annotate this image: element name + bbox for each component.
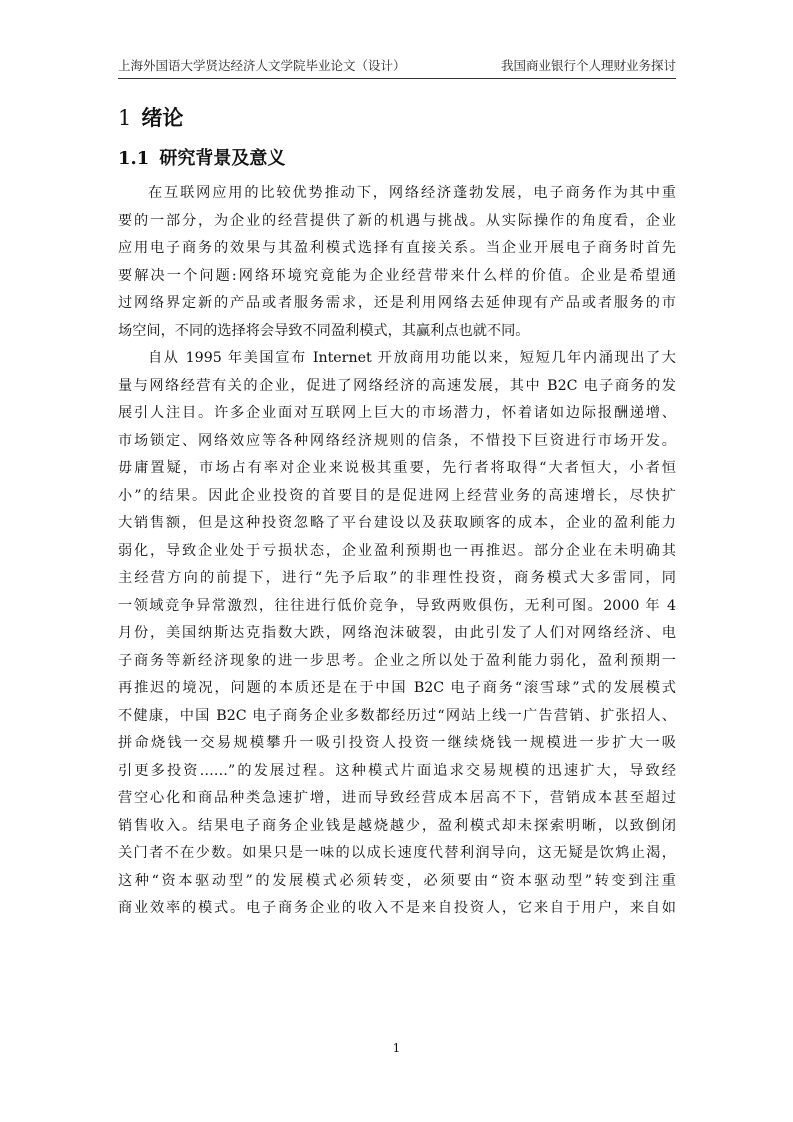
text-line: 在互联网应用的比较优势推动下，网络经济蓬勃发展，电子商务作为其中重 — [148, 185, 676, 201]
section-title-text: 研究背景及意义 — [159, 148, 286, 169]
text-line: 主经营方向的前提下，进行“先予后取”的非理性投资，商务模式大多雷同，同 — [118, 570, 676, 586]
paragraph-2 — [118, 345, 676, 923]
text-line: 拼命烧钱一交易规模攀升一吸引投资人投资一继续烧钱一规模进一步扩大一吸 — [118, 735, 676, 751]
text-line: 要解决一个问题:网络环境究竟能为企业经营带来什么样的价值。企业是希望通 — [118, 267, 676, 284]
text-line: 销售收入。结果电子商务企业钱是越烧越少，盈利模式却未探索明晰，以致倒闭 — [118, 817, 676, 834]
section-heading — [118, 146, 285, 172]
text-line: 展引人注目。许多企业面对互联网上巨大的市场潜力，怀着诸如边际报酬递增、 — [118, 405, 676, 421]
paragraph-1 — [118, 180, 676, 345]
text-line: 量与网络经营有关的企业，促进了网络经济的高速发展，其中 B2C 电子商务的发 — [118, 377, 676, 394]
text-line: 弱化，导致企业处于亏损状态，企业盈利预期也一再推迟。部分企业在未明确其 — [118, 542, 676, 559]
text-line: 月份，美国纳斯达克指数大跌，网络泡沫破裂，由此引发了人们对网络经济、电 — [118, 625, 676, 641]
chapter-heading — [118, 104, 183, 132]
text-line: 要的一部分，为企业的经营提供了新的机遇与挑战。从实际操作的角度看，企业 — [118, 212, 676, 229]
text-line: 大销售额，但是这种投资忽略了平台建设以及获取顾客的成本，企业的盈利能力 — [118, 515, 676, 531]
section-number: 1.1 — [118, 148, 150, 169]
text-line: 场空间，不同的选择将会导致不同盈利模式，其赢利点也就不同。 — [118, 322, 530, 339]
text-line: 这种“资本驱动型”的发展模式必须转变，必须要由“资本驱动型”转变到注重 — [118, 872, 676, 889]
text-line: 应用电子商务的效果与其盈利模式选择有直接关系。当企业开展电子商务时首先 — [118, 240, 676, 256]
header-divider — [118, 78, 676, 79]
text-line: 市场锁定、网络效应等各种网络经济规则的信条，不惜投下巨资进行市场开发。 — [118, 432, 676, 449]
body-text — [118, 180, 676, 923]
text-line: 商业效率的模式。电子商务企业的收入不是来自投资人，它来自于用户，来自如 — [118, 900, 676, 916]
page-number: 1 — [392, 1041, 401, 1055]
chapter-number: 1 — [118, 106, 132, 130]
text-line: 小”的结果。因此企业投资的首要目的是促进网上经营业务的高速增长，尽快扩 — [118, 487, 676, 504]
text-line: 子商务等新经济现象的进一步思考。企业之所以处于盈利能力弱化，盈利预期一 — [118, 652, 676, 669]
text-line: 过网络界定新的产品或者服务需求，还是利用网络去延伸现有产品或者服务的市 — [118, 295, 676, 311]
text-line: 引更多投资……”的发展过程。这种模式片面追求交易规模的迅速扩大，导致经 — [118, 762, 676, 779]
text-line: 不健康，中国 B2C 电子商务企业多数都经历过“网站上线一广告营销、扩张招人、 — [118, 707, 676, 724]
text-line: 自从 1995 年美国宣布 Internet 开放商用功能以来，短短几年内涌现出了大 — [148, 350, 676, 366]
text-line: 关门者不在少数。如果只是一味的以成长速度代替利润导向，这无疑是饮鸩止渴， — [118, 845, 676, 861]
header-left-text: 上海外国语大学贤达经济人文学院毕业论文（设计） — [118, 58, 406, 73]
page-header — [118, 56, 676, 76]
text-line: 再推迟的境况，问题的本质还是在于中国 B2C 电子商务“滚雪球”式的发展模式 — [118, 680, 676, 696]
text-line: 一领域竞争异常激烈，往往进行低价竞争，导致两败俱伤，无利可图。2000 年 4 — [118, 597, 676, 614]
header-right-text: 我国商业银行个人理财业务探讨 — [500, 58, 676, 73]
chapter-title-text: 绪论 — [141, 105, 184, 130]
text-line: 毋庸置疑，市场占有率对企业来说极其重要，先行者将取得“大者恒大，小者恒 — [118, 460, 676, 476]
text-line: 营空心化和商品种类急速扩增，进而导致经营成本居高不下，营销成本甚至超过 — [118, 790, 676, 806]
